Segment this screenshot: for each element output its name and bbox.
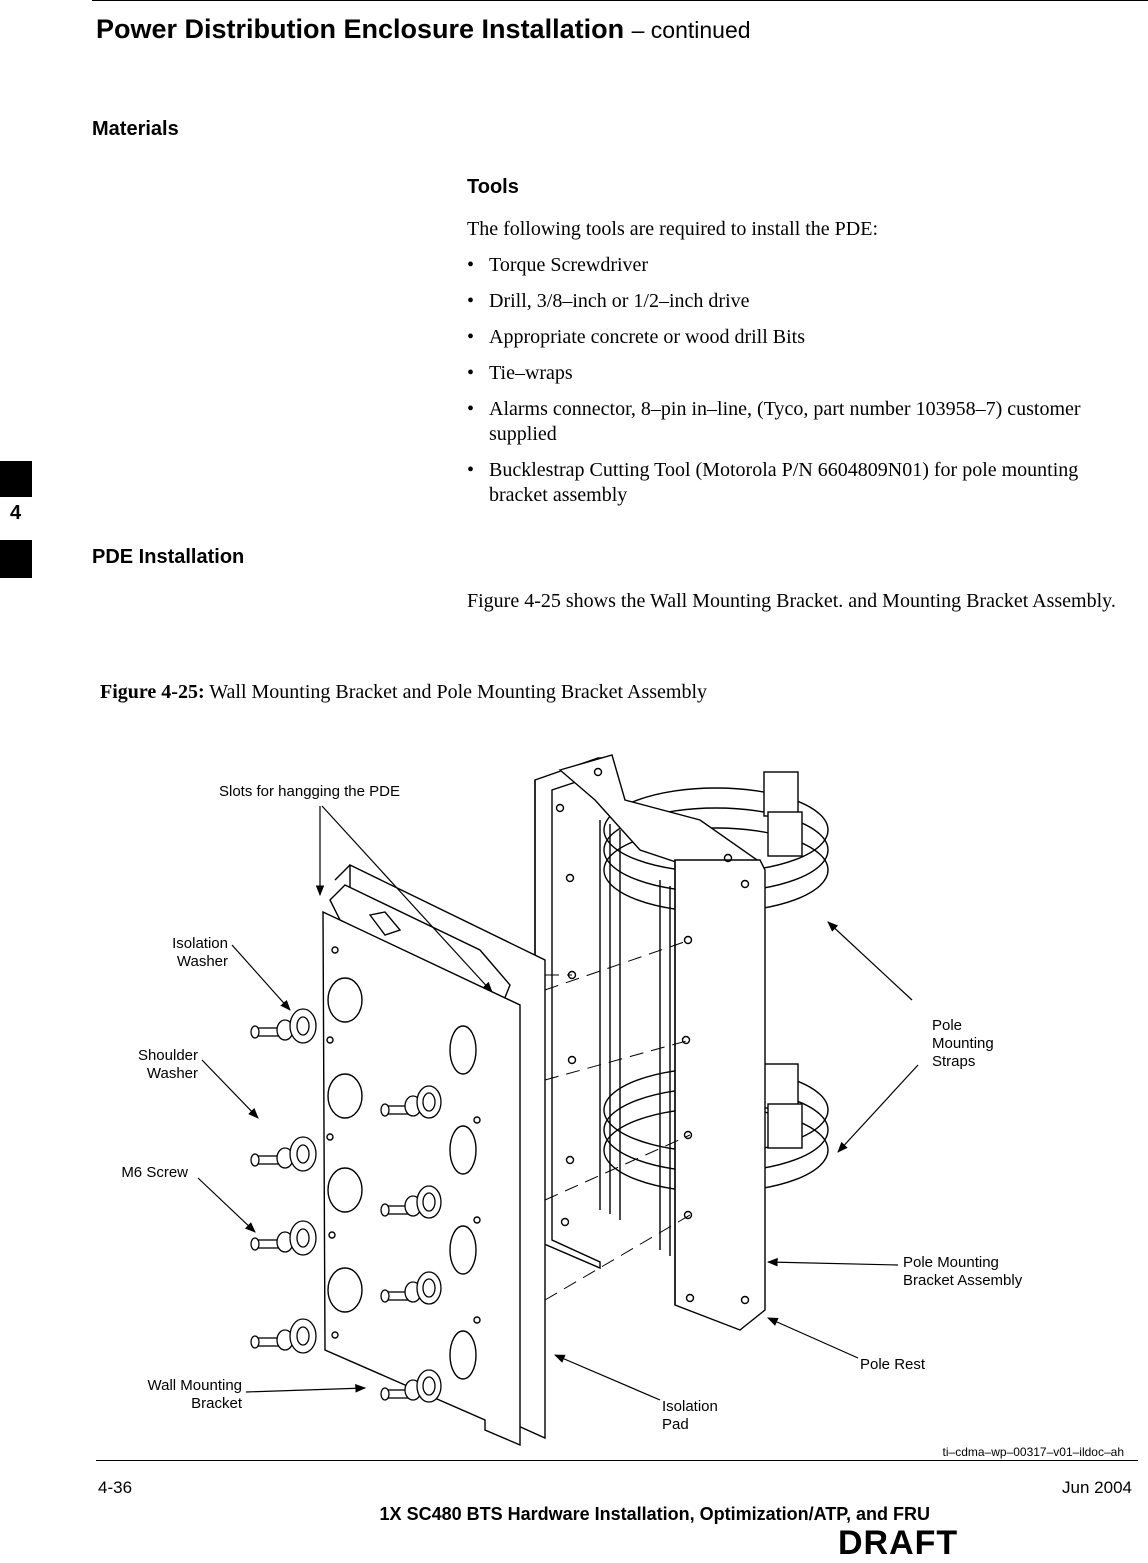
tool-text: Tie–wraps — [489, 362, 573, 384]
bullet: • — [467, 290, 475, 312]
pole-straps-label-line3: Straps — [932, 1053, 976, 1070]
page-header — [96, 14, 751, 45]
mounting-bracket-illustration — [0, 710, 1148, 1470]
pole-bracket-label-line1: Pole Mounting — [903, 1254, 999, 1271]
tools-heading: Tools — [467, 176, 519, 198]
tool-text: Bucklestrap Cutting Tool (Motorola P/N 6604809N01) for pole mounting bracket assembly — [489, 459, 1079, 506]
bullet: • — [467, 398, 475, 420]
figure-caption-text: Wall Mounting Bracket and Pole Mounting Bracket Assembly — [209, 681, 708, 703]
tool-text: Drill, 3/8–inch or 1/2–inch drive — [489, 290, 750, 312]
list-item — [467, 253, 1107, 278]
footer-document-title: 1X SC480 BTS Hardware Installation, Optimization/ATP, and FRU — [379, 1504, 930, 1524]
list-item — [467, 361, 1107, 386]
bullet: • — [467, 362, 475, 384]
header-continued: – continued — [631, 17, 751, 43]
isolation-washer-label-line1: Isolation — [172, 935, 228, 952]
chapter-tab-number: 4 — [10, 502, 22, 524]
drawing-id: ti–cdma–wp–00317–v01–ildoc–ah — [942, 1445, 1124, 1459]
list-item — [467, 289, 1107, 314]
pde-installation-text: Figure 4-25 shows the Wall Mounting Bracket. and Mounting Bracket Assembly. — [467, 590, 1116, 612]
header-title: Power Distribution Enclosure Installation — [96, 14, 625, 44]
pole-straps-label-line2: Mounting — [932, 1035, 994, 1052]
m6-screw-label: M6 Screw — [121, 1164, 188, 1181]
wall-mounting-bracket — [323, 865, 545, 1445]
pole-bracket-label-line2: Bracket Assembly — [903, 1272, 1023, 1289]
draft-watermark: DRAFT — [838, 1524, 959, 1562]
tools-list-container — [467, 253, 1107, 519]
tool-text: Alarms connector, 8–pin in–line, (Tyco, part number 103958–7) customer supplied — [489, 398, 1081, 445]
materials-heading: Materials — [92, 118, 179, 140]
callout-leaders — [198, 806, 918, 1400]
page-number: 4-36 — [98, 1478, 133, 1497]
wall-mounting-label-line2: Bracket — [191, 1395, 242, 1412]
header-rule — [92, 0, 1148, 1]
tool-text: Appropriate concrete or wood drill Bits — [489, 326, 806, 348]
chapter-tab-marker-bottom — [0, 540, 32, 578]
bullet: • — [467, 326, 475, 348]
figure-number: Figure 4-25: — [100, 681, 205, 703]
shoulder-washer-label-line1: Shoulder — [137, 1047, 198, 1064]
tool-text: Torque Screwdriver — [489, 254, 649, 276]
chapter-tab-marker — [0, 461, 32, 497]
pole-rest-label: Pole Rest — [860, 1356, 926, 1373]
bullet: • — [467, 254, 475, 276]
list-item — [467, 397, 1107, 447]
list-item — [467, 325, 1107, 350]
bullet: • — [467, 459, 475, 481]
footer-rule — [96, 1460, 1138, 1461]
figure-caption — [100, 681, 707, 704]
isolation-pad-label-line2: Pad — [662, 1416, 689, 1433]
list-item — [467, 458, 1107, 508]
pde-installation-heading: PDE Installation — [92, 546, 245, 568]
tools-intro: The following tools are required to install the PDE: — [467, 218, 879, 240]
slots-label: Slots for hangging the PDE — [219, 783, 400, 800]
pole-straps-label-line1: Pole — [932, 1017, 963, 1034]
footer-date: Jun 2004 — [1062, 1478, 1132, 1497]
isolation-washer-label-line2: Washer — [176, 953, 228, 970]
shoulder-washer-label-line2: Washer — [146, 1065, 198, 1082]
isolation-pad-label-line1: Isolation — [662, 1398, 718, 1415]
wall-mounting-label-line1: Wall Mounting — [147, 1377, 242, 1394]
tools-list — [467, 253, 1107, 508]
